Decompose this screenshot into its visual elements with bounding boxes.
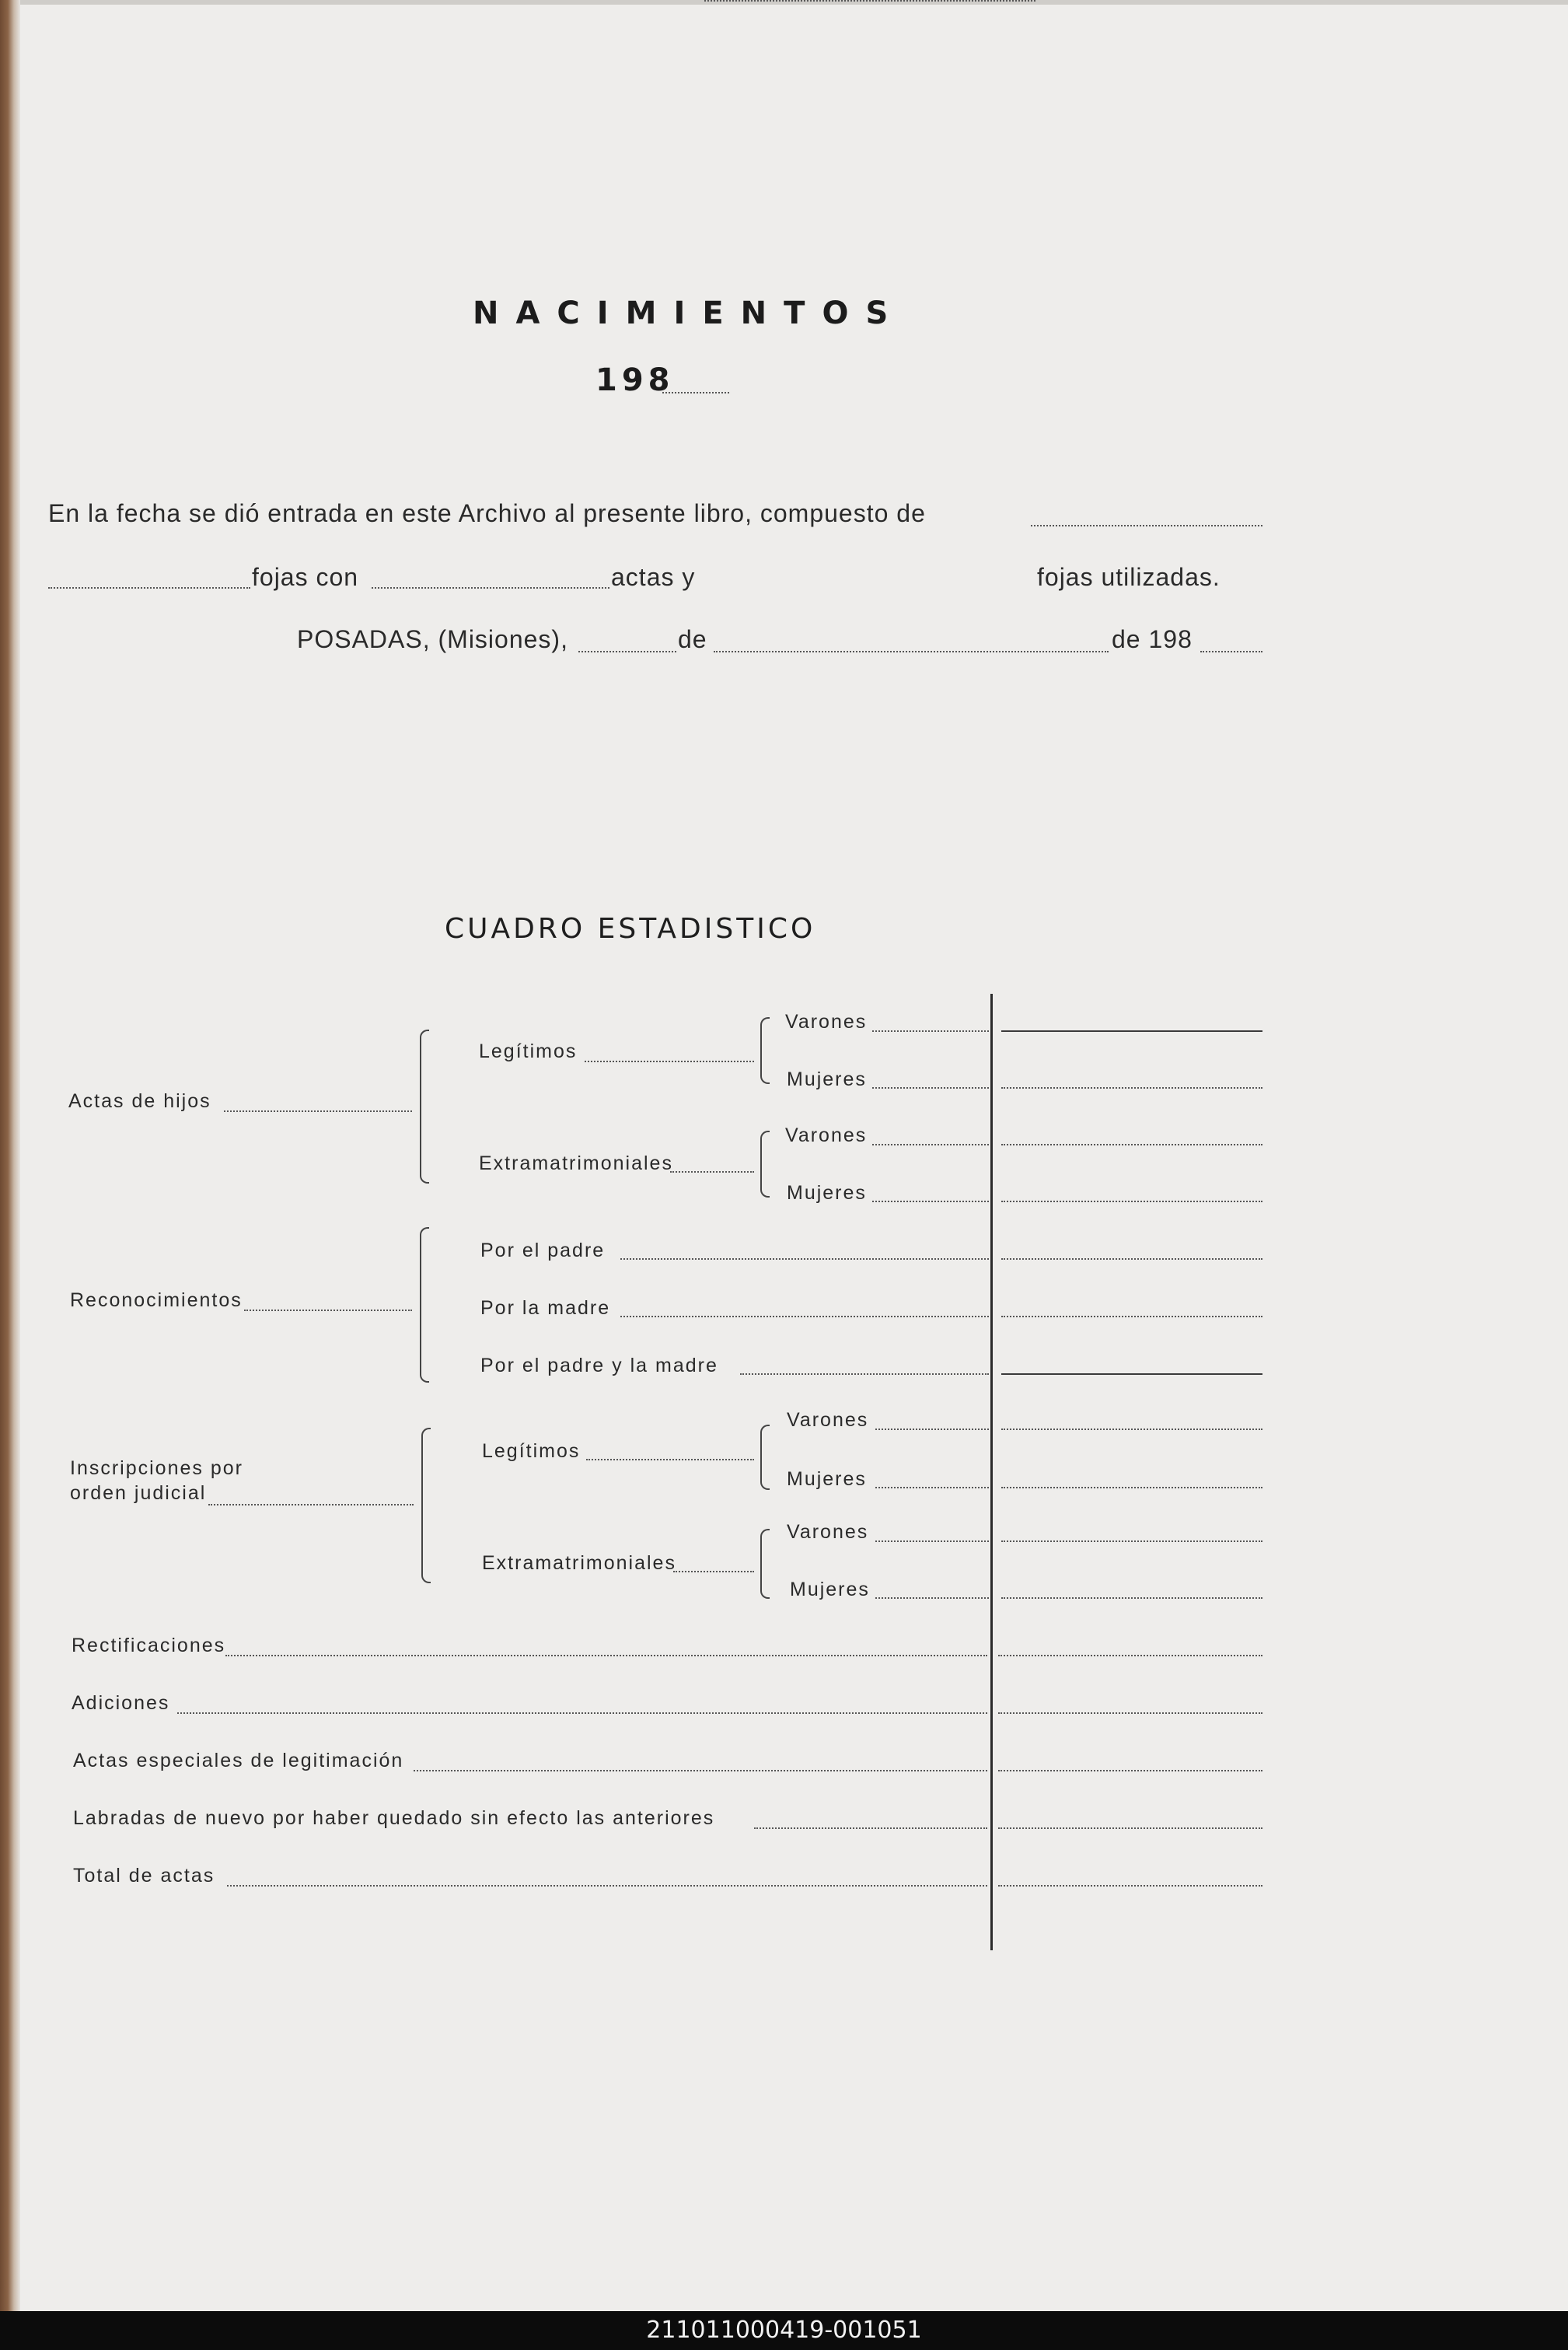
mujeres-value-2 [1001, 1201, 1262, 1202]
inscripciones-dots [208, 1504, 414, 1505]
varones-value-3 [1001, 1429, 1262, 1430]
scan-id-footer: 211011000419-001051 [0, 2311, 1568, 2350]
actas-especiales-label: Actas especiales de legitimación [73, 1750, 404, 1771]
total-label: Total de actas [73, 1865, 215, 1887]
year-blank [662, 392, 729, 393]
actas-y-label: actas y [611, 563, 696, 591]
mujeres-label-3: Mujeres [787, 1468, 867, 1490]
varones-label-1: Varones [785, 1011, 868, 1033]
legitimos-label: Legítimos [479, 1040, 578, 1062]
legitimos-dots-2 [586, 1459, 754, 1460]
varones-value-4 [1001, 1540, 1262, 1542]
varones-label-4: Varones [787, 1521, 869, 1543]
blank-actas [372, 587, 609, 589]
rectificaciones-value [998, 1655, 1262, 1656]
por-el-padre-label: Por el padre [480, 1240, 606, 1261]
intro-line-1: En la fecha se dió entrada en este Archivo al presente libro, compuesto de [48, 499, 926, 527]
varones-dots-4 [875, 1540, 989, 1542]
mujeres-value-1 [1001, 1087, 1262, 1089]
de-label: de [678, 625, 707, 653]
varones-label-3: Varones [787, 1409, 869, 1431]
mujeres-value-3 [1001, 1487, 1262, 1488]
varones-dots-1 [872, 1030, 989, 1032]
adiciones-dots [177, 1712, 987, 1714]
mujeres-value-4 [1001, 1597, 1262, 1599]
labradas-label: Labradas de nuevo por haber quedado sin efecto las anteriores [73, 1807, 715, 1829]
adiciones-label: Adiciones [72, 1692, 170, 1714]
inscripciones-label-2: orden judicial [70, 1482, 207, 1504]
total-dots [227, 1885, 987, 1887]
actas-de-hijos-dots [224, 1110, 412, 1112]
table-divider [990, 994, 993, 1950]
cuadro-title: CUADRO ESTADISTICO [445, 913, 816, 945]
inscripciones-label-1: Inscripciones por [70, 1457, 243, 1479]
mujeres-label-1: Mujeres [787, 1068, 867, 1090]
fojas-utilizadas-label: fojas utilizadas. [1037, 563, 1221, 591]
legitimos-brace [760, 1017, 770, 1084]
reconocimientos-dots [244, 1310, 412, 1311]
extramatrimoniales-label-1: Extramatrimoniales [479, 1152, 673, 1174]
blank-day [578, 651, 676, 652]
por-el-padre-value [1001, 1258, 1262, 1260]
reconocimientos-label: Reconocimientos [70, 1289, 243, 1311]
reconocimientos-brace [420, 1227, 429, 1383]
mujeres-dots-2 [872, 1201, 989, 1202]
page-title: NACIMIENTOS [473, 295, 906, 331]
varones-value-2 [1001, 1144, 1262, 1145]
mujeres-label-4: Mujeres [790, 1579, 870, 1600]
adiciones-value [998, 1712, 1262, 1714]
legitimos-dots [585, 1061, 754, 1062]
varones-value-1 [1001, 1030, 1262, 1032]
fojas-con-label: fojas con [252, 563, 359, 591]
extramatrimoniales-brace-2 [760, 1529, 770, 1599]
por-la-madre-value [1001, 1316, 1262, 1317]
varones-label-2: Varones [785, 1124, 868, 1146]
rectificaciones-label: Rectificaciones [72, 1635, 226, 1656]
extramatrimoniales-dots-2 [673, 1571, 754, 1572]
por-la-madre-dots [620, 1316, 989, 1317]
rectificaciones-dots [225, 1655, 987, 1656]
book-binding [0, 0, 20, 2311]
labradas-value [998, 1827, 1262, 1829]
por-la-madre-label: Por la madre [480, 1297, 611, 1319]
extramatrimoniales-label-2: Extramatrimoniales [482, 1552, 676, 1574]
blank-year [1200, 651, 1262, 652]
actas-especiales-dots [414, 1770, 987, 1771]
legitimos-label-2: Legítimos [482, 1440, 581, 1462]
de-198-label: de 198 [1112, 625, 1193, 653]
actas-especiales-value [998, 1770, 1262, 1771]
varones-dots-2 [872, 1144, 989, 1145]
por-ambos-label: Por el padre y la madre [480, 1355, 718, 1376]
posadas-label: POSADAS, (Misiones), [297, 625, 568, 653]
inscripciones-brace [421, 1428, 431, 1583]
mujeres-label-2: Mujeres [787, 1182, 867, 1204]
blank-month [714, 651, 1109, 652]
por-el-padre-dots [620, 1258, 989, 1260]
por-ambos-dots [740, 1373, 989, 1375]
actas-de-hijos-label: Actas de hijos [68, 1090, 211, 1112]
mujeres-dots-1 [872, 1087, 989, 1089]
mujeres-dots-3 [875, 1487, 989, 1488]
blank-compuesto [1031, 525, 1262, 526]
actas-de-hijos-brace [420, 1030, 429, 1184]
legitimos-brace-2 [760, 1425, 770, 1490]
por-ambos-value [1001, 1373, 1262, 1375]
blank-fojas [48, 587, 250, 589]
mujeres-dots-4 [875, 1597, 989, 1599]
labradas-dots [754, 1827, 987, 1829]
varones-dots-3 [875, 1429, 989, 1430]
extramatrimoniales-brace-1 [760, 1131, 770, 1198]
blank-utilizadas [704, 0, 1035, 2]
extramatrimoniales-dots-1 [670, 1171, 754, 1173]
total-value [998, 1885, 1262, 1887]
year-label: 198 [595, 362, 675, 398]
